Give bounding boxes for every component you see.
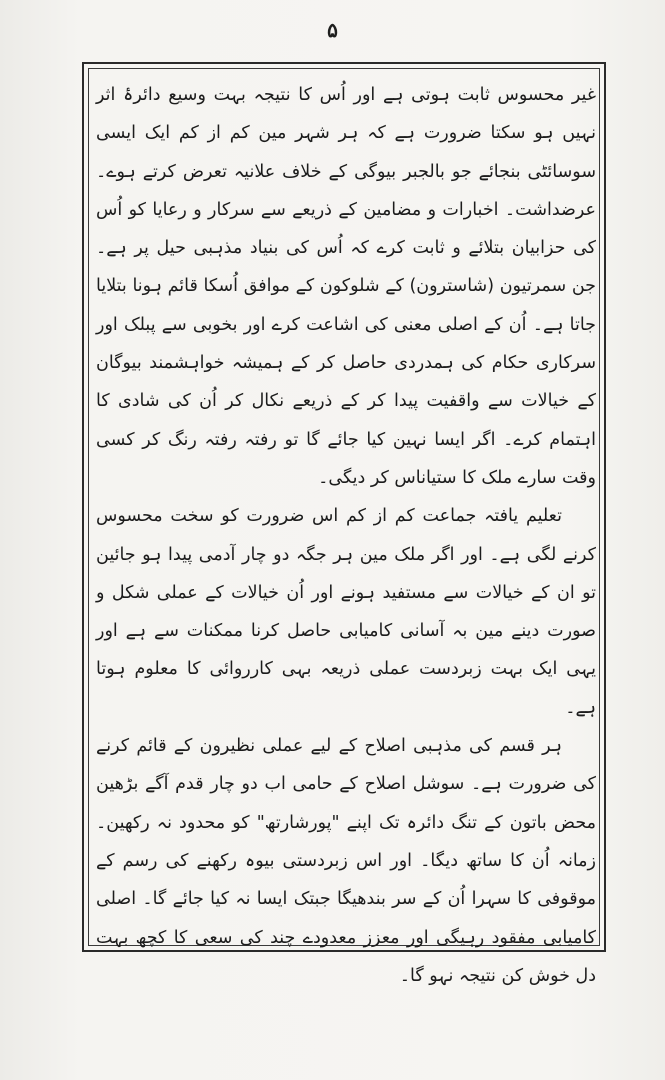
paragraph-1: غیر محسوس ثابت ہوتی ہے اور اُس کا نتیجہ بہت وسیع دائرۂ اثر نہیں ہو سکتا ضرورت ہے کہ ہر شہر مین کم از کم ایک ایسی سوسائٹی بنجائے جو بالجبر بیوگی کے خلاف علانیہ تعرض کرتے ہوے۔ عرضداشت۔ اخبارات و مضامین کے ذریعے سے سرکار و رعایا کو اُس کی حزابیان بتلائے و ثابت کرے کہ اُس کی بنیاد مذہبی حیل پر ہے۔ جن سمرتیون (شاسترون) کے شلوکون کے موافق اُسکا قائم ہونا بتلایا جاتا ہے۔ اُن کے اصلی معنی کی اشاعت کرے اور بخوبی سے پبلک اور سرکاری حکام کی ہمدردی حاصل کر کے ہمیشہ خواہشمند بیوگان کے خیالات سے واقفیت پیدا کر کے ذریعے نکال کر اُن کی شادی کا اہتمام کرے۔ اگر ایسا نہین کیا جائے گا تو رفتہ رفتہ رنگ کر کسی وقت سارے ملک کا ستیاناس کر دیگی۔ [96,85,596,488]
body-text [96,76,596,986]
paragraph-3: ہر قسم کی مذہبی اصلاح کے لیے عملی نظیرون کے قائم کرنے کی ضرورت ہے۔ سوشل اصلاح کے حامی اب دو چار قدم آگے بڑھین محض باتون کے تنگ دائرہ تک اپنے "پورشارتھ" کو محدود نہ رکھین۔ زمانہ اُن کا ساتھ دیگا۔ اور اس زبردستی بیوہ رکھنے کی رسم کے موقوفی کا سہرا اُن کے سر بندھیگا جبتک ایسا نہ کیا جائے گا۔ اصلی کامیابی مفقود رہیگی اور معزز معدودے چند کی سعی کا کچھ بہت دل خوش کن نتیجہ نہو گا۔ [96,736,596,986]
page-number: ۵ [327,18,338,42]
paragraph-2: تعلیم یافتہ جماعت کم از کم اس ضرورت کو سخت محسوس کرنے لگی ہے۔ اور اگر ملک مین ہر جگہ دو چار آدمی پیدا ہو جائین تو ان کے خیالات سے مستفید ہونے اور اُن خیالات کے عملی شکل و صورت دینے مین بہ آسانی کامیابی حاصل کرنا ممکنات سے ہے اور یہی ایک بہت زبردست عملی ذریعہ بہی کارروائی کا معلوم ہوتا ہے۔ [96,506,596,718]
